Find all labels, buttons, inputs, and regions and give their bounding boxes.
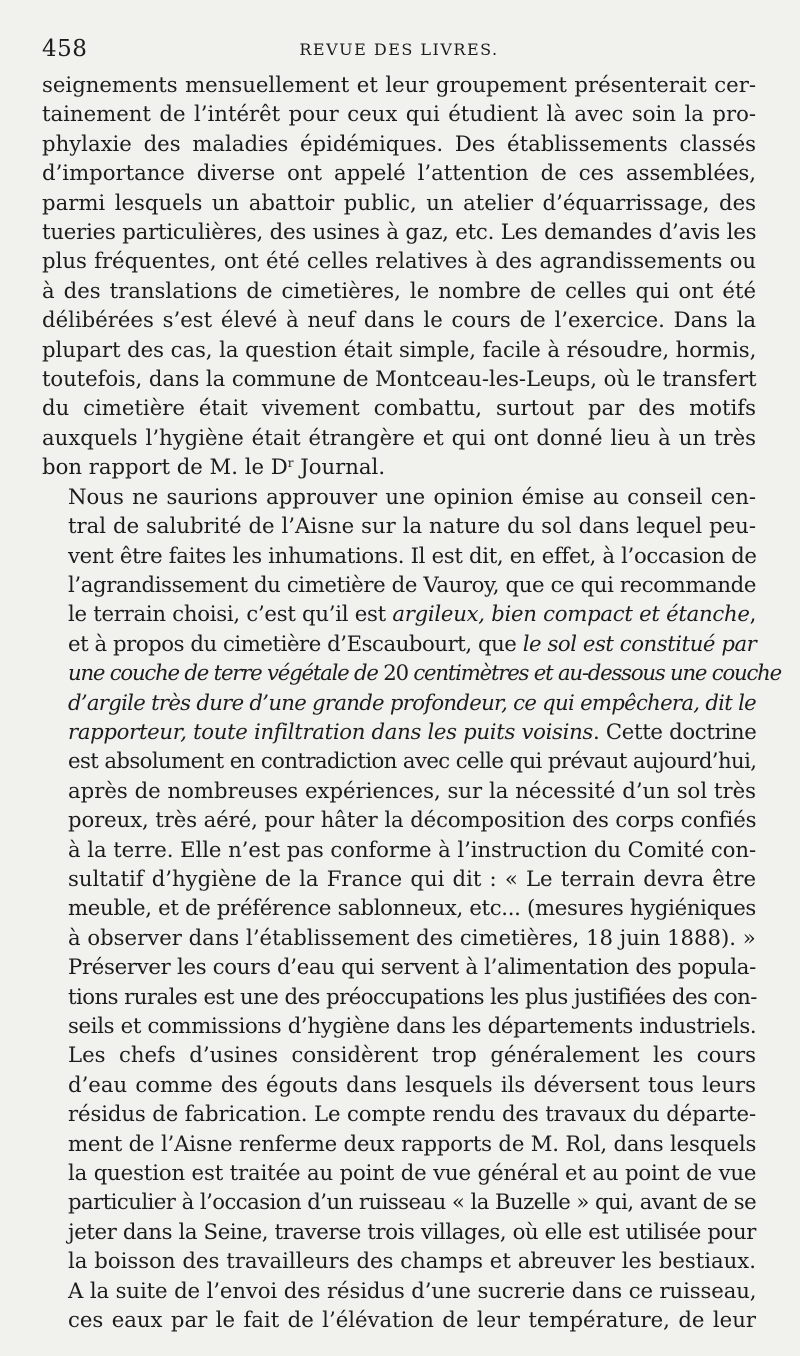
text-line (42, 423, 756, 452)
text-line (42, 923, 756, 952)
text-line (42, 1305, 756, 1334)
text-line (42, 1187, 756, 1216)
line-text: ces eaux par le fait de l’élévation de leur température, de leur (68, 1307, 756, 1333)
text-line (42, 1040, 756, 1069)
line-text: est absolument en contradiction avec celle qui prévaut aujourd’hui, (68, 748, 757, 774)
line-text: tainement de l’intérêt pour ceux qui étudient là avec soin la pro- (42, 101, 756, 127)
text-line (42, 70, 756, 99)
text-line (42, 717, 756, 746)
italic-text: argileux, bien compact et étanche (392, 601, 750, 627)
text-line (42, 246, 756, 275)
line-text: délibérées s’est élevé à neuf dans le cours de l’exercice. Dans la (42, 307, 756, 333)
text-line (42, 1158, 756, 1187)
line-text: vent être faites les inhumations. Il est dit, en effet, à l’occasion de (68, 542, 757, 568)
line-text: la question est traitée au point de vue général et au point de vue (68, 1160, 757, 1186)
line-text: seignements mensuellement et leur groupement présenterait cer- (42, 72, 756, 97)
line-text: sultatif d’hygiène de la France qui dit : « Le terrain devra être (68, 865, 756, 891)
text-line (42, 776, 756, 805)
text-line (42, 188, 756, 217)
line-text: ment de l’Aisne renferme deux rapports de M. Rol, dans lesquels (68, 1130, 757, 1156)
italic-text: centimètres et au-dessous une couche (413, 660, 781, 686)
text-line (42, 688, 756, 717)
text-line (42, 217, 756, 246)
line-text: jeter dans la Seine, traverse trois villages, où elle est utilisée pour (68, 1218, 756, 1244)
line-text: seils et commissions d’hygiène dans les départements industriels. (68, 1013, 757, 1038)
text-line (42, 1099, 756, 1128)
text-line (42, 805, 756, 834)
text-line (42, 629, 756, 658)
text-line (42, 658, 781, 687)
page-number: 458 (42, 36, 88, 62)
line-text: d’eau comme des égouts dans lesquels ils déversent tous leurs (68, 1071, 756, 1097)
text-line (42, 541, 756, 570)
line-text: à des translations de cimetières, le nombre de celles qui ont été (42, 277, 756, 303)
line-text: toutefois, dans la commune de Montceau-les-Leups, où le transfert (42, 366, 757, 392)
text-line (42, 864, 756, 893)
text-line (42, 1011, 756, 1040)
text-line (42, 893, 756, 922)
line-text: d’importance diverse ont appelé l’attention de ces assemblées, (42, 160, 756, 186)
line-text: phylaxie des maladies épidémiques. Des établissements classés (42, 130, 756, 156)
line-text: particulier à l’occasion d’un ruisseau « la Buzelle » qui, avant de se (68, 1189, 757, 1215)
text-line (42, 1276, 756, 1305)
text-line (42, 452, 756, 481)
text-line (42, 276, 756, 305)
line-text: plus fréquentes, ont été celles relatives à des agrandissements ou (42, 248, 756, 274)
line-text: Préserver les cours d’eau qui servent à l’alimentation des popula- (68, 954, 756, 980)
line-text: tueries particulières, des usines à gaz, etc. Les demandes d’avis les (42, 219, 757, 245)
text-line (42, 599, 756, 628)
paragraph (42, 482, 781, 953)
line-text: après de nombreuses expériences, sur la nécessité d’un sol très (68, 777, 756, 803)
text-line (42, 570, 756, 599)
line-text: bon rapport de M. le D (42, 454, 288, 480)
line-text: tions rurales est une des préoccupations les plus justifiées des con- (68, 983, 757, 1009)
text-line (42, 1246, 756, 1275)
text-line (42, 1070, 756, 1099)
italic-text: le sol est constitué par (522, 630, 757, 656)
paragraph (42, 70, 756, 482)
text-line (42, 335, 756, 364)
text-line (42, 305, 756, 334)
text-line (42, 129, 756, 158)
line-text: . Cette doctrine (593, 718, 757, 744)
line-text: auxquels l’hygiène était étrangère et qui ont donné lieu à un très (42, 424, 756, 450)
line-text: à la terre. Elle n’est pas conforme à l’instruction du Comité con- (68, 836, 757, 862)
line-text: résidus de fabrication. Le compte rendu des travaux du départe- (68, 1101, 756, 1127)
text-line (42, 1129, 756, 1158)
italic-text: une couche de terre végétale de (68, 660, 378, 686)
paragraph (42, 952, 756, 1040)
italic-text: d’argile très dure d’une grande profondeur, ce qui empêchera, dit le (68, 689, 756, 715)
line-text: le terrain choisi, c’est qu’il est (68, 601, 393, 627)
line-text: 20 (377, 660, 414, 686)
text-line (42, 99, 756, 128)
running-title: REVUE DES LIVRES. (299, 40, 499, 59)
text-line (42, 393, 756, 422)
line-text: plupart des cas, la question était simple, facile à résoudre, hormis, (42, 336, 757, 362)
line-text: Nous ne saurions approuver une opinion émise au conseil cen- (68, 483, 756, 509)
paragraph (42, 1040, 756, 1334)
text-line (42, 746, 756, 775)
text-line (42, 482, 756, 511)
line-text: Journal. (293, 454, 386, 480)
line-text: du cimetière était vivement combattu, surtout par des motifs (42, 395, 756, 421)
text-line (42, 1217, 756, 1246)
line-text: l’agrandissement du cimetière de Vauroy, que ce qui recommande (68, 571, 756, 597)
line-text: parmi lesquels un abattoir public, un atelier d’équarrissage, des (42, 189, 756, 215)
line-text: poreux, très aéré, pour hâter la décomposition des corps confiés (68, 807, 757, 833)
line-text: A la suite de l’envoi des résidus d’une sucrerie dans ce ruisseau, (68, 1277, 757, 1303)
text-line (42, 364, 756, 393)
body-text (42, 70, 781, 1334)
line-text: et à propos du cimetière d’Escaubourt, que (68, 630, 523, 656)
page-header (42, 36, 756, 70)
text-line (42, 952, 756, 981)
italic-text: rapporteur, toute infiltration dans les puits voisins (68, 718, 593, 744)
superscript: r (287, 456, 294, 471)
line-text: , (749, 601, 757, 627)
line-text: Les chefs d’usines considèrent trop généralement les cours (68, 1042, 756, 1068)
text-line (42, 158, 756, 187)
line-text: tral de salubrité de l’Aisne sur la nature du sol dans lequel peu- (68, 513, 756, 539)
text-line (42, 982, 756, 1011)
line-text: meuble, et de préférence sablonneux, etc... (mesures hygiéniques (68, 895, 756, 921)
text-line (42, 511, 756, 540)
text-line (42, 835, 756, 864)
line-text: la boisson des travailleurs des champs et abreuver les bestiaux. (68, 1248, 756, 1274)
line-text: à observer dans l’établissement des cimetières, 18 juin 1888). » (68, 924, 756, 950)
